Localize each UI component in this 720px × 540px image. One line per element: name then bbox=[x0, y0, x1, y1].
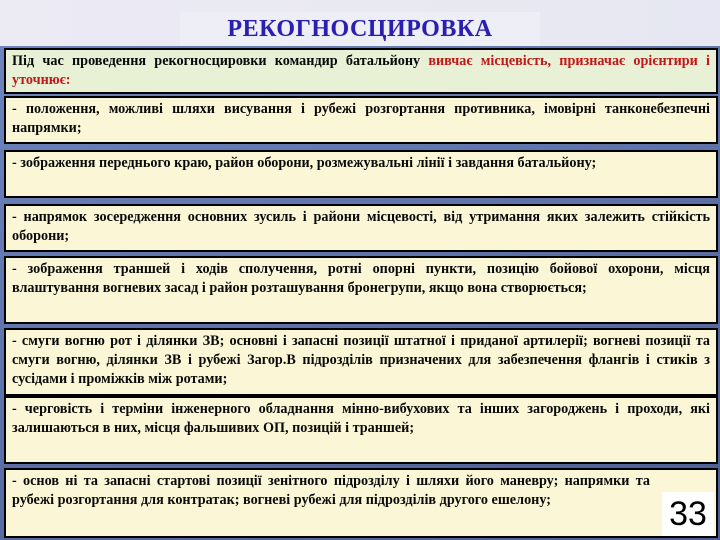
intro-box bbox=[4, 48, 718, 94]
list-item: - положення, можливі шляхи висування і рубежі розгортання противника, імовірні танконебезпечні напрямки; bbox=[4, 96, 718, 144]
page-number: 33 bbox=[662, 492, 714, 536]
intro-highlight-1: вивчає місцевість, bbox=[428, 53, 552, 69]
list-item: - зображення переднього краю, район оборони, розмежувальні лінії і завдання батальйону; bbox=[4, 150, 718, 198]
list-item: - напрямок зосередження основних зусиль і райони місцевості, від утримання яких залежить стійкість оборони; bbox=[4, 204, 718, 252]
list-item: - черговість і терміни інженерного обладнання мінно-вибухових та інших загороджень і проходи, які залишаються в них, місця фальшивих ОП, позицій і траншей; bbox=[4, 396, 718, 464]
page-title: РЕКОГНОСЦИРОВКА bbox=[180, 12, 540, 46]
list-item: - основ ні та запасні стартові позиції зенітного підрозділу і шляхи його маневру; напрямки та рубежі розгортання для контратак; вогневі рубежі для підрозділів другого ешелону; bbox=[4, 468, 718, 538]
intro-highlight-2: призначає орієнтири і уточнює: bbox=[12, 53, 711, 88]
list-item: - зображення траншей і ходів сполучення, ротні опорні пункти, позицію бойової охорони, місця влаштування вогневих засад і район розташування бронегрупи, якщо вона створюється; bbox=[4, 256, 718, 324]
list-item: - смуги вогню рот і ділянки ЗВ; основні і запасні позиції штатної і приданої артилерії; вогневі позиції та смуги вогню, ділянки ЗВ і рубежі Загор.В підрозділів призначених для забезпечення флангів і стиків з сусідами і проміжків між ротами; bbox=[4, 328, 718, 396]
intro-lead: Під час проведення рекогносцировки командир батальйону bbox=[12, 53, 429, 69]
